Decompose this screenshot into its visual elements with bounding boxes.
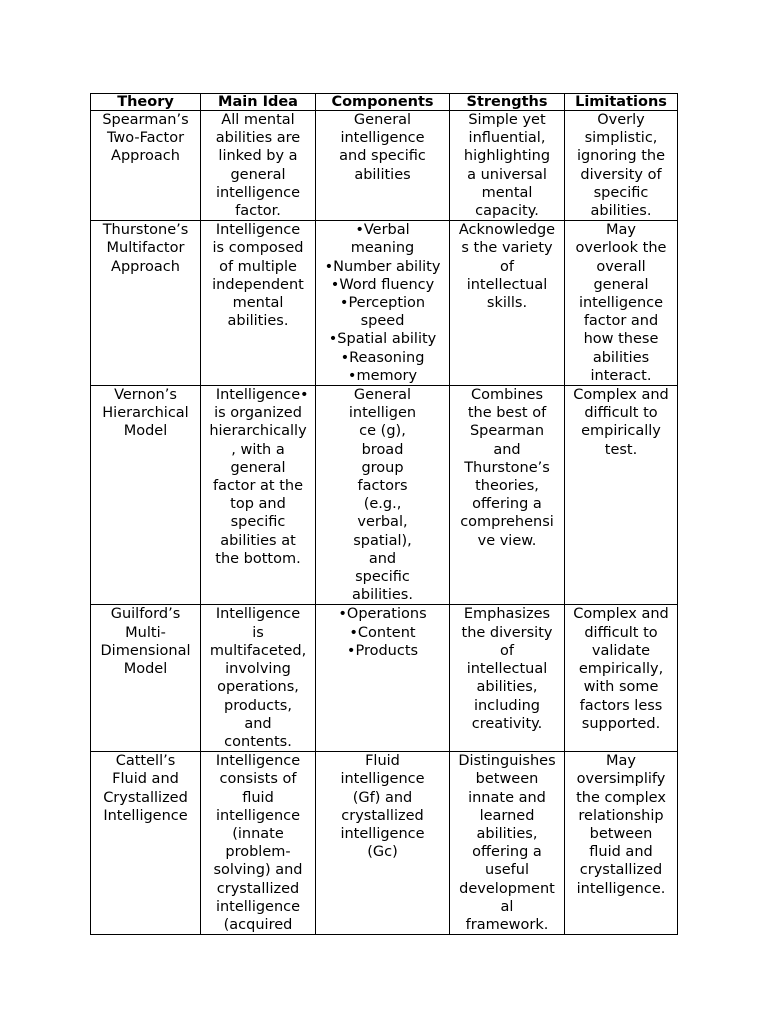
cell-line: empirically: [581, 423, 661, 440]
table-row: [91, 111, 678, 221]
cell-line: •Reasoning: [340, 349, 425, 366]
cell-line: test.: [604, 441, 638, 458]
cell-theory: [91, 605, 201, 752]
cell-line: •Word fluency: [330, 276, 435, 293]
header-strengths: Strengths: [450, 94, 565, 111]
cell-line: ignoring the: [576, 148, 666, 165]
cell-line: May: [606, 753, 636, 770]
cell-components: [316, 221, 450, 386]
cell-line: abilities are: [215, 130, 301, 147]
cell-line: intelligence: [340, 771, 425, 788]
cell-line: (Gc): [367, 844, 398, 861]
cell-line: Vernon’s: [114, 387, 177, 404]
cell-line: the complex: [576, 789, 666, 806]
cell-line: fluid: [242, 789, 274, 806]
cell-line: offering a: [472, 496, 542, 513]
cell-line: , with a: [231, 441, 285, 458]
cell-limitations: [565, 221, 678, 386]
cell-strengths: [450, 221, 565, 386]
cell-line: abilities.: [352, 587, 413, 604]
cell-line: including: [473, 697, 541, 714]
header-components: Components: [316, 94, 450, 111]
cell-line: Cattell’s: [115, 753, 176, 770]
cell-line: Multi-: [125, 624, 166, 641]
cell-line: abilities,: [476, 825, 538, 842]
cell-line: the diversity: [461, 624, 553, 641]
cell-limitations: [565, 386, 678, 605]
cell-line: abilities.: [590, 203, 652, 220]
cell-line: influential,: [468, 130, 546, 147]
cell-line: intelligence: [215, 807, 301, 824]
cell-line: how these: [583, 331, 659, 348]
cell-line: (Gf) and: [352, 789, 413, 806]
cell-line: (innate: [232, 825, 284, 842]
cell-line: meaning: [350, 240, 415, 257]
cell-line: fluid and: [589, 844, 653, 861]
cell-line: Hierarchical: [102, 405, 189, 422]
cell-line: •Operations: [338, 606, 427, 623]
cell-line: •Content: [349, 624, 416, 641]
cell-theory: [91, 221, 201, 386]
intelligence-theories-table: [90, 93, 678, 935]
cell-line: abilities: [592, 349, 650, 366]
cell-line: abilities,: [476, 679, 538, 696]
cell-line: overall: [596, 258, 646, 275]
cell-line: development: [459, 880, 555, 897]
header-limitations: Limitations: [565, 94, 678, 111]
cell-line: Multifactor: [106, 240, 185, 257]
table-row: [91, 752, 678, 935]
cell-line: Guilford’s: [110, 606, 181, 623]
cell-line: factor.: [235, 203, 281, 220]
cell-line: problem-: [225, 844, 291, 861]
cell-line: intellectual: [466, 661, 548, 678]
table-row: [91, 605, 678, 752]
cell-line: factors: [357, 478, 408, 495]
cell-line: Intelligence: [215, 387, 301, 404]
cell-line: General: [353, 387, 412, 404]
cell-line: Model: [123, 423, 168, 440]
cell-line: simplistic,: [584, 130, 658, 147]
cell-line: overlook the: [575, 240, 667, 257]
cell-line: ve view.: [477, 532, 537, 549]
cell-main-idea: [201, 605, 316, 752]
cell-strengths: [450, 386, 565, 605]
cell-line: Intelligence: [215, 753, 301, 770]
cell-line: Dimensional: [100, 642, 191, 659]
cell-line: is: [252, 624, 264, 641]
cell-line: intelligen: [348, 405, 417, 422]
cell-line: difficult to: [584, 624, 658, 641]
cell-main-idea: [201, 386, 316, 605]
cell-components: [316, 605, 450, 752]
cell-line: and specific: [339, 148, 426, 165]
cell-components: [300, 386, 450, 605]
cell-limitations: [565, 752, 678, 935]
cell-line: offering a: [472, 844, 542, 861]
cell-components: [316, 752, 450, 935]
cell-line: Acknowledge: [458, 222, 556, 239]
cell-line: Thurstone’s: [464, 459, 550, 476]
cell-line: crystallized: [341, 807, 424, 824]
cell-line: Spearman’s: [102, 112, 189, 128]
cell-strengths: [450, 111, 565, 221]
cell-line: general: [230, 166, 286, 183]
cell-line: al: [500, 898, 514, 915]
cell-main-idea: [201, 752, 316, 935]
cell-line: crystallized: [216, 880, 300, 897]
cell-line: specific: [355, 569, 410, 586]
cell-line: intelligence: [215, 898, 301, 915]
cell-line: comprehensi: [460, 514, 554, 531]
cell-line: and: [368, 550, 397, 567]
cell-line: •memory: [347, 367, 418, 384]
cell-line: verbal,: [357, 514, 408, 531]
cell-line: validate: [591, 642, 651, 659]
cell-main-idea: [201, 111, 316, 221]
cell-line: and: [244, 715, 272, 732]
cell-line: •Spatial ability: [328, 331, 437, 348]
cell-line: general: [593, 276, 649, 293]
cell-line: May: [606, 222, 636, 239]
cell-line: Simple yet: [468, 112, 546, 128]
cell-line: multifaceted,: [209, 642, 307, 659]
cell-line: intelligence: [215, 184, 301, 201]
cell-line: Thurstone’s: [102, 222, 189, 239]
cell-line: and: [493, 441, 521, 458]
cell-line: of: [500, 642, 514, 659]
cell-theory: [91, 752, 201, 935]
cell-line: useful: [485, 862, 529, 879]
cell-strengths: [450, 605, 565, 752]
cell-line: solving) and: [213, 862, 303, 879]
bullet-icon: •: [300, 387, 309, 404]
cell-line: Complex and: [573, 387, 669, 404]
cell-line: factor and: [583, 313, 659, 330]
cell-main-idea: [201, 221, 316, 386]
cell-line: top and: [230, 496, 286, 513]
cell-line: broad: [361, 441, 404, 458]
cell-line: contents.: [224, 733, 292, 750]
cell-line: interact.: [590, 367, 652, 384]
cell-line: (e.g.,: [363, 496, 402, 513]
cell-line: is composed: [212, 240, 304, 257]
cell-line: mental: [232, 295, 284, 312]
cell-line: factors less: [579, 697, 663, 714]
cell-line: oversimplify: [576, 771, 666, 788]
cell-line: a universal: [467, 166, 547, 183]
cell-line: ce (g),: [359, 423, 406, 440]
cell-line: •Products: [346, 642, 419, 659]
cell-line: Spearman: [469, 423, 545, 440]
cell-line: between: [475, 771, 539, 788]
cell-line: is organized: [214, 405, 302, 422]
cell-line: involving: [225, 661, 291, 678]
cell-line: Approach: [111, 148, 180, 165]
header-main-idea: Main Idea: [201, 94, 316, 111]
cell-line: relationship: [578, 807, 664, 824]
cell-line: difficult to: [584, 405, 658, 422]
cell-line: of multiple: [219, 258, 297, 275]
cell-strengths: [450, 752, 565, 935]
cell-line: General: [353, 112, 412, 128]
cell-line: intelligence.: [576, 880, 666, 897]
cell-components: [316, 111, 450, 221]
cell-line: framework.: [465, 916, 549, 933]
cell-line: Combines: [470, 387, 544, 404]
cell-line: general: [230, 459, 286, 476]
cell-line: diversity of: [580, 166, 662, 183]
cell-line: specific: [593, 184, 649, 201]
cell-line: intelligence: [340, 130, 425, 147]
cell-line: Intelligence: [215, 222, 301, 239]
cell-theory: [91, 111, 201, 221]
cell-line: All mental: [221, 112, 295, 128]
cell-line: intellectual: [466, 276, 548, 293]
cell-line: operations,: [217, 679, 299, 696]
cell-line: speed: [360, 313, 405, 330]
cell-line: Intelligence: [103, 807, 188, 824]
cell-line: Fluid: [365, 753, 400, 770]
cell-line: specific: [230, 514, 286, 531]
header-theory: Theory: [91, 94, 201, 111]
cell-line: mental: [481, 184, 533, 201]
cell-line: Complex and: [573, 606, 669, 623]
cell-line: with some: [583, 679, 659, 696]
cell-line: intelligence: [578, 295, 664, 312]
cell-line: skills.: [486, 295, 528, 312]
cell-line: abilities at: [220, 532, 296, 549]
cell-line: creativity.: [471, 715, 543, 732]
cell-line: crystallized: [579, 862, 663, 879]
cell-line: •Number ability: [324, 258, 441, 275]
cell-line: capacity.: [475, 203, 539, 220]
cell-line: s the variety: [461, 240, 553, 257]
table-header-row: [91, 94, 678, 111]
cell-line: products,: [224, 697, 292, 714]
cell-line: innate and: [468, 789, 546, 806]
cell-line: learned: [479, 807, 535, 824]
cell-limitations: [565, 605, 678, 752]
cell-line: intelligence: [340, 825, 425, 842]
cell-line: spatial),: [353, 532, 412, 549]
cell-line: (acquired: [223, 916, 293, 933]
cell-line: highlighting: [463, 148, 551, 165]
cell-line: abilities: [354, 166, 411, 183]
cell-line: Crystallized: [103, 789, 188, 806]
table-row: [91, 386, 678, 605]
cell-theory: [91, 386, 201, 605]
table-row: [91, 221, 678, 386]
cell-line: Distinguishes: [458, 753, 556, 770]
cell-line: Model: [123, 661, 168, 678]
cell-line: group: [361, 459, 404, 476]
cell-limitations: [565, 111, 678, 221]
cell-line: Two-Factor: [106, 130, 185, 147]
cell-line: the bottom.: [215, 550, 301, 567]
cell-line: abilities.: [227, 313, 289, 330]
cell-line: Fluid and: [112, 771, 179, 788]
cell-line: consists of: [219, 771, 297, 788]
cell-line: Approach: [111, 258, 180, 275]
cell-line: theories,: [475, 478, 539, 495]
cell-line: •Verbal: [355, 222, 410, 239]
cell-line: of: [500, 258, 514, 275]
cell-line: empirically,: [578, 661, 664, 678]
cell-line: the best of: [467, 405, 547, 422]
cell-line: Intelligence: [215, 606, 301, 623]
cell-line: independent: [212, 276, 304, 293]
cell-line: between: [589, 825, 653, 842]
cell-line: Overly: [597, 112, 645, 128]
cell-line: factor at the: [212, 478, 304, 495]
cell-line: hierarchically: [209, 423, 307, 440]
cell-line: •Perception: [339, 295, 426, 312]
cell-line: supported.: [581, 715, 661, 732]
cell-line: Emphasizes: [463, 606, 551, 623]
cell-line: linked by a: [218, 148, 298, 165]
